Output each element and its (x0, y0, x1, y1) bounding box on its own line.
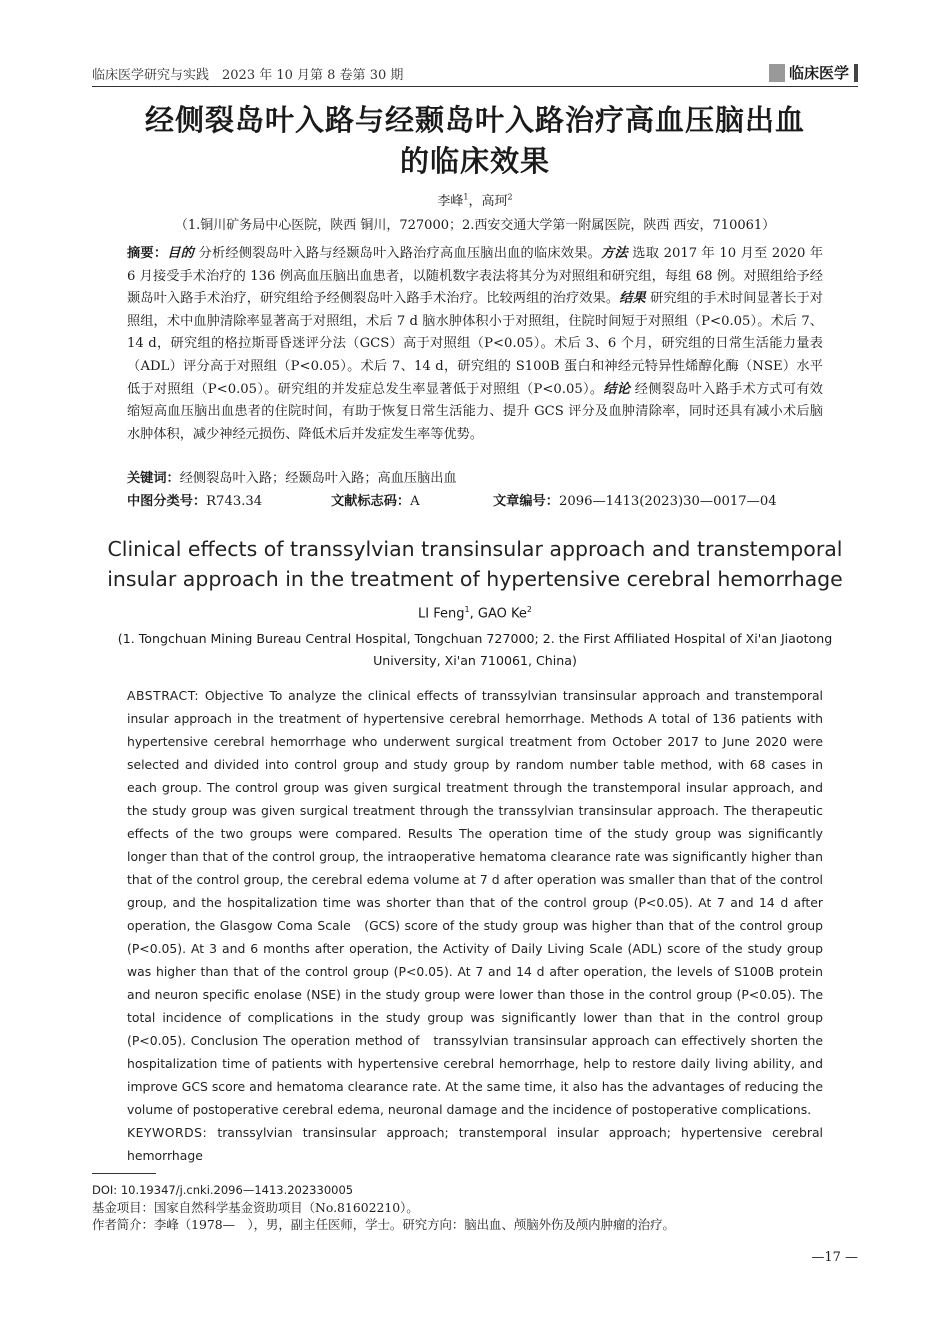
section-tag-bar (769, 64, 785, 82)
abstract-label: 摘要： (127, 246, 168, 261)
author-2-sup: 2 (507, 192, 513, 202)
keywords-chinese (127, 467, 823, 486)
section-tag (769, 62, 858, 83)
author-1: 李峰 (437, 194, 464, 209)
affiliation-english: (1. Tongchuan Mining Bureau Central Hospital, Tongchuan 727000; 2. the First Affiliated Hospital of Xi'an Jiaotong University, Xi'an 710061, China) (117, 631, 833, 668)
author-separator: ， (468, 194, 482, 209)
footnote-rule (92, 1173, 156, 1174)
clc-value: R743.34 (206, 494, 263, 509)
authors-english (0, 605, 950, 621)
author-en-1-sup: 1 (464, 605, 470, 614)
title-english (60, 534, 890, 594)
section-tag-bar-end (854, 64, 858, 82)
title-chinese (80, 100, 870, 182)
title-chinese-line-1: 经侧裂岛叶入路与经颞岛叶入路治疗高血压脑出血 (144, 103, 805, 137)
footnotes (92, 1182, 852, 1233)
methods-label: 方法 (601, 246, 628, 261)
results-text: 研究组的手术时间显著长于对照组，术中血肿清除率显著高于对照组，术后 7 d 脑水肿体积小于对照组，住院时间短于对照组（P<0.05）。术后 7、14 d，研究组的格拉斯哥昏迷评分法（GCS）高于对照组（P<0.05）。术后 3、6 个月，研究组的日常生活能力量表（ADL）评分高于对照组（P<0.05）。术后 7、14 d，研究组的 S100B 蛋白和神经元特异性烯醇化酶（NSE）水平低于对照组（P<0.05）。研究组的并发症总发生率显著低于对照组（P<0.05）。 (127, 291, 823, 397)
author-en-separator: , (469, 606, 478, 622)
title-english-line-1: Clinical effects of transsylvian transinsular approach and transtemporal (107, 537, 843, 561)
author-en-1: LI Feng (418, 606, 465, 622)
header-divider (92, 86, 858, 87)
keywords-en-label: KEYWORDS: (127, 1125, 208, 1140)
keywords-english (127, 1121, 823, 1167)
abstract-en-text: Objective To analyze the clinical effects of transsylvian transinsular approach and transtemporal insular approach in the treatment of hypertensive cerebral hemorrhage. Methods A total of 136 patients with hypertensive cerebral hemorrhage who underwent surgical treatment from October 2017 to June 2020 were selected and divided into control group and study group by random number table method, with 68 cases in each group. The control group was given surgical treatment through the transtemporal insular approach, and the study group was given surgical treatment through the transsylvian transinsular approach. The therapeutic effects of the two groups were compared. Results The operation time of the study group was significantly longer than that of the control group, the intraoperative hematoma clearance rate was significantly higher than that of the control group, the cerebral edema volume at 7 d after operation was smaller than that of the control group, and the hospitalization time was shorter than that of the control group (P<0.05). At 7 and 14 d after operation, the Glasgow Coma Scale (GCS) score of the study group was higher than that of the control group (P<0.05). At 3 and 6 months after operation, the Activity of Daily Living Scale (ADL) score of the study group was higher than that of the control group (P<0.05). At 7 and 14 d after operation, the levels of S100B protein and neuron specific enolase (NSE) in the study group were lower than those in the control group (P<0.05). The total incidence of complications in the study group was significantly lower than that in the control group (P<0.05). Conclusion The operation method of transsylvian transinsular approach can effectively shorten the hospitalization time of patients with hypertensive cerebral hemorrhage, help to restore daily living ability, and improve GCS score and hematoma clearance rate. At the same time, it also has the advantages of reducing the volume of postoperative cerebral edema, neuronal damage and the incidence of postoperative complications. (127, 688, 823, 1117)
conclusion-text: 经侧裂岛叶入路手术方式可有效缩短高血压脑出血患者的住院时间，有助于恢复日常生活能力、提升 GCS 评分及血肿清除率，同时还具有减小术后脑水肿体积，减少神经元损伤、降低术后并发症发生率等优势。 (127, 381, 823, 442)
doc-code-value: A (410, 494, 420, 509)
keywords-en-text: transsylvian transinsular approach; transtemporal insular approach; hypertensive cerebral hemorrhage (127, 1125, 823, 1163)
objective-text: 分析经侧裂岛叶入路与经颞岛叶入路治疗高血压脑出血的临床效果。 (194, 246, 602, 261)
author-2: 高珂 (481, 194, 508, 209)
authors-chinese (0, 190, 950, 209)
article-number-label: 文章编号： (493, 494, 559, 509)
footnote-author: 作者简介：李峰（1978— ），男，副主任医师，学士。研究方向：脑出血、颅脑外伤及颅内肿瘤的治疗。 (92, 1217, 675, 1232)
author-en-2-sup: 2 (526, 605, 532, 614)
article-number-value: 2096—1413(2023)30—0017—04 (558, 494, 777, 509)
results-label: 结果 (619, 291, 646, 307)
keywords-text: 经侧裂岛叶入路；经颞岛叶入路；高血压脑出血 (179, 471, 457, 486)
footnote-doi: DOI: 10.19347/j.cnki.2096—1413.202330005 (92, 1183, 354, 1197)
abstract-english (127, 684, 823, 1121)
conclusion-label: 结论 (603, 381, 631, 397)
abstract-en-label: ABSTRACT: (127, 688, 200, 703)
clc-field (127, 490, 262, 509)
journal-info: 临床医学研究与实践 2023 年 10 月第 8 卷第 30 期 (92, 68, 404, 83)
methods-text: 选取 2017 年 10 月至 2020 年 6 月接受手术治疗的 136 例高血压脑出血患者，以随机数字表法将其分为对照组和研究组，每组 68 例。对照组给予经颞岛叶入路手术治疗，研究组给予经侧裂岛叶入路手术治疗。比较两组的治疗效果。 (127, 246, 824, 307)
title-english-line-2: insular approach in the treatment of hypertensive cerebral hemorrhage (107, 567, 843, 591)
keywords-label: 关键词： (127, 471, 180, 486)
title-chinese-line-2: 的临床效果 (399, 144, 550, 178)
article-number-field (493, 490, 777, 509)
page-number: —17 — (811, 1250, 858, 1265)
section-tag-label: 临床医学 (788, 64, 849, 82)
doc-code-label: 文献标志码： (331, 494, 411, 509)
abstract-chinese (127, 243, 823, 446)
author-en-2: GAO Ke (477, 606, 527, 622)
objective-label: 目的 (167, 246, 195, 261)
running-header (92, 60, 858, 88)
clc-label: 中图分类号： (127, 494, 207, 509)
doc-code-field (331, 490, 420, 509)
author-1-sup: 1 (463, 192, 469, 202)
affiliation-chinese: （1.铜川矿务局中心医院，陕西 铜川，727000；2.西安交通大学第一附属医院，陕西 西安，710061） (174, 218, 776, 233)
footnote-fund: 基金项目：国家自然科学基金资助项目（No.81602210）。 (92, 1200, 419, 1215)
